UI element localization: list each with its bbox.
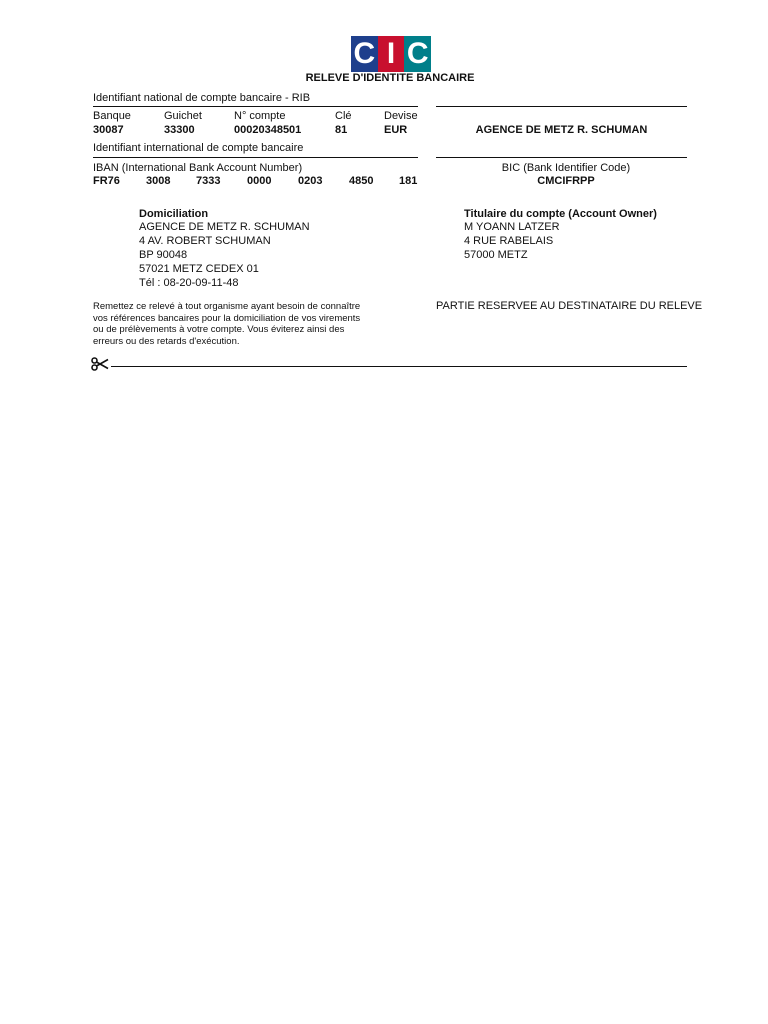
intl-divider-left [93, 157, 418, 158]
usage-notice-line: Remettez ce relevé à tout organisme ayant besoin de connaître [93, 301, 361, 312]
header-devise: Devise [384, 110, 418, 122]
titulaire-line: 57000 METZ [464, 249, 528, 261]
header-compte: N° compte [234, 110, 286, 122]
domiciliation-heading: Domiciliation [139, 208, 209, 220]
cut-line [111, 366, 687, 367]
reserved-label: PARTIE RESERVEE AU DESTINATAIRE DU RELEVE [436, 300, 703, 312]
rib-section-label: Identifiant national de compte bancaire - RIB [93, 92, 311, 104]
document-title: RELEVE D'IDENTITE BANCAIRE [305, 72, 475, 84]
agence-name: AGENCE DE METZ R. SCHUMAN [475, 124, 648, 136]
iban-part-5: 0203 [298, 175, 323, 187]
rib-divider-right [436, 106, 687, 107]
iban-label: IBAN (International Bank Account Number) [93, 162, 303, 174]
domiciliation-line: AGENCE DE METZ R. SCHUMAN [139, 221, 310, 233]
domiciliation-line: BP 90048 [139, 249, 188, 261]
logo-letter-i: I [386, 37, 396, 70]
usage-notice-line: vos références bancaires pour la domiciliation de vos virements [93, 312, 361, 324]
value-guichet: 33300 [164, 124, 195, 136]
value-compte: 00020348501 [234, 124, 302, 136]
bic-label: BIC (Bank Identifier Code) [501, 162, 631, 174]
rib-divider-left [93, 106, 418, 107]
value-devise: EUR [384, 124, 408, 136]
header-banque: Banque [93, 110, 131, 122]
header-guichet: Guichet [164, 110, 202, 122]
intl-divider-right [436, 157, 687, 158]
usage-notice-line: erreurs ou des retards d'exécution. [93, 335, 240, 347]
iban-part-3: 7333 [196, 175, 221, 187]
logo-letter-c2: C [406, 37, 429, 70]
value-cle: 81 [335, 124, 348, 136]
domiciliation-line: 4 AV. ROBERT SCHUMAN [139, 235, 271, 247]
header-cle: Clé [335, 110, 352, 122]
iban-part-6: 4850 [349, 175, 374, 187]
bic-value: CMCIFRPP [537, 175, 595, 187]
titulaire-line: M YOANN LATZER [464, 221, 560, 233]
iban-part-7: 181 [399, 175, 418, 187]
titulaire-line: 4 RUE RABELAIS [464, 235, 554, 247]
usage-notice [93, 301, 360, 347]
iban-part-1: FR76 [93, 175, 120, 187]
scissors-icon [91, 357, 109, 371]
intl-section-label: Identifiant international de compte bancaire [93, 142, 304, 154]
logo-letter-c1: C [353, 37, 376, 70]
value-banque: 30087 [93, 124, 124, 136]
iban-part-2: 3008 [146, 175, 171, 187]
domiciliation-line: 57021 METZ CEDEX 01 [139, 263, 259, 275]
titulaire-heading: Titulaire du compte (Account Owner) [464, 208, 657, 220]
domiciliation-phone: Tél : 08-20-09-11-48 [139, 277, 239, 289]
cic-logo [351, 36, 431, 72]
usage-notice-line: ou de prélèvements à votre compte. Vous éviterez ainsi des [93, 324, 345, 335]
iban-part-4: 0000 [247, 175, 272, 187]
